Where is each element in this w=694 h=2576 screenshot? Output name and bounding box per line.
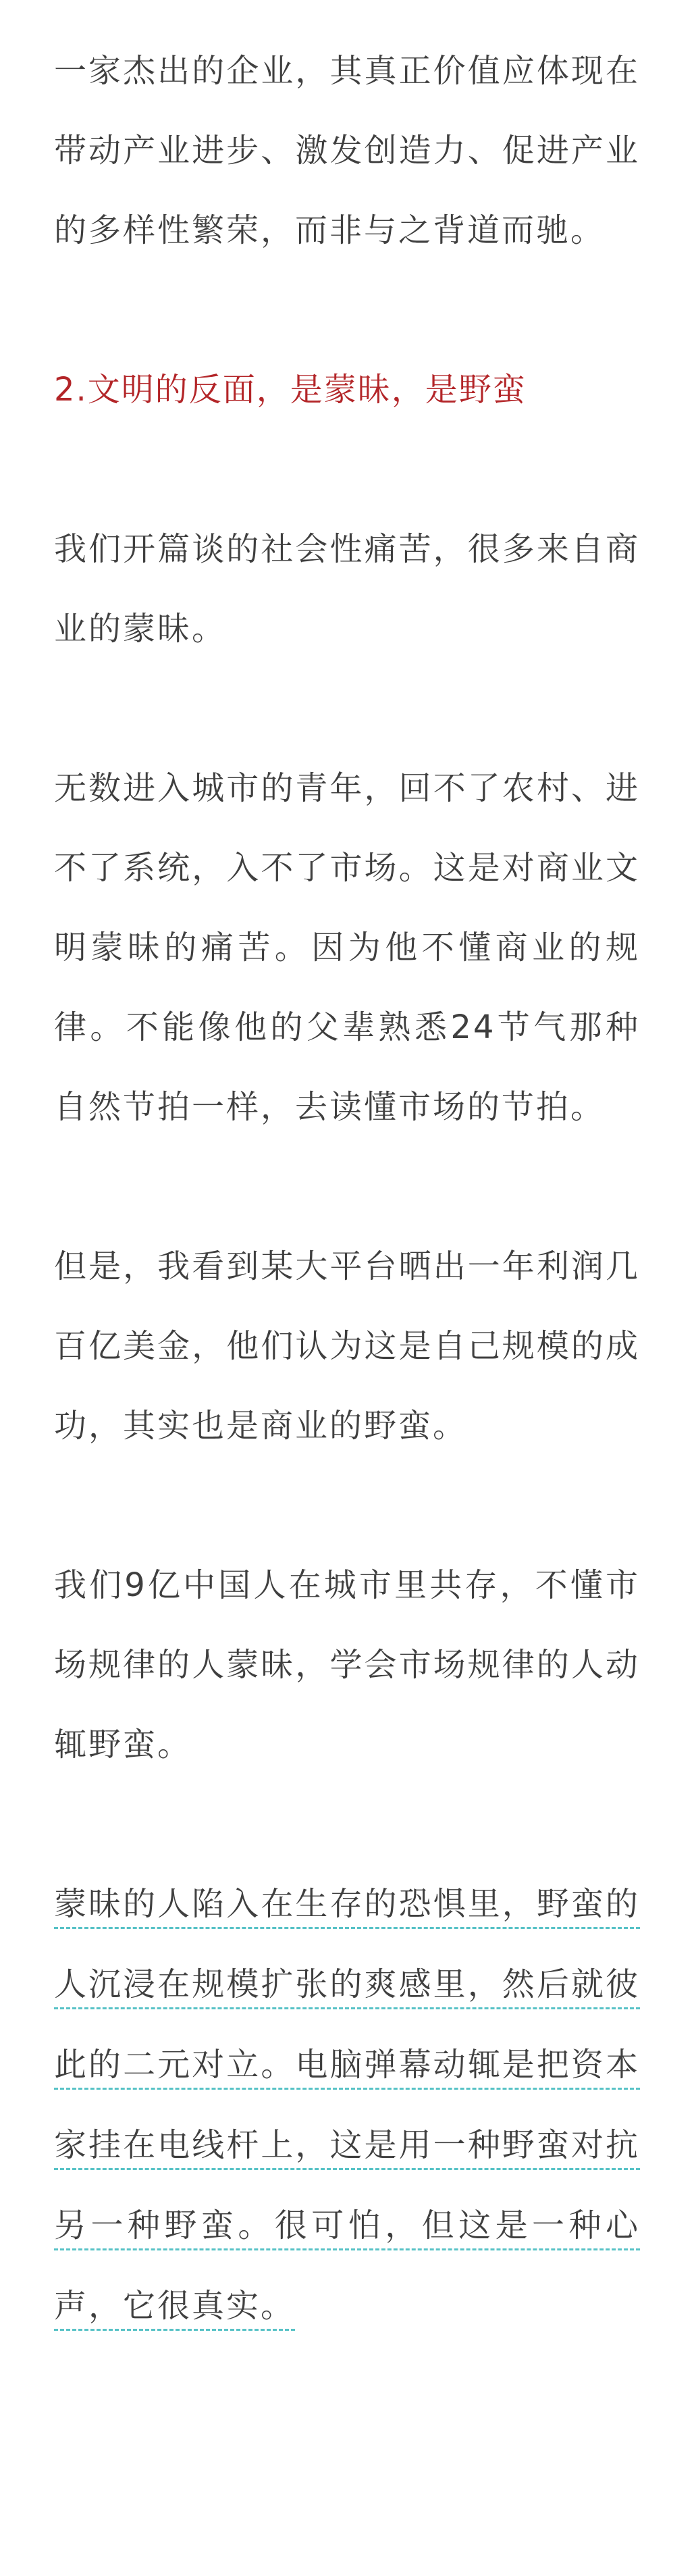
paragraph-enterprise-value: 一家杰出的企业，其真正价值应体现在带动产业进步、激发创造力、促进产业的多样性繁荣，而非与之背道而驰。	[54, 52, 640, 249]
paragraph-social-pain: 我们开篇谈的社会性痛苦，很多来自商业的蒙昧。	[54, 530, 640, 648]
paragraph-nine-hundred-million: 我们9亿中国人在城市里共存，不懂市场规律的人蒙昧，学会市场规律的人动辄野蛮。	[54, 1566, 640, 1763]
paragraph-platform-profit: 但是，我看到某大平台晒出一年利润几百亿美金，他们认为这是自己规模的成功，其实也是商业的野蛮。	[54, 1247, 640, 1445]
section-heading: 2.文明的反面，是蒙昧，是野蛮	[54, 371, 527, 409]
paragraph-youth-in-city: 无数进入城市的青年，回不了农村、进不了系统，入不了市场。这是对商业文明蒙昧的痛苦。因为他不懂商业的规律。不能像他的父辈熟悉24节气那种自然节拍一样，去读懂市场的节拍。	[54, 769, 640, 1126]
paragraph-highlighted-quote	[54, 1864, 640, 2346]
highlighted-quote-text: 蒙昧的人陷入在生存的恐惧里，野蛮的人沉浸在规模扩张的爽感里，然后就彼此的二元对立。电脑弹幕动辄是把资本家挂在电线杆上，这是用一种野蛮对抗另一种野蛮。很可怕，但这是一种心声，它很真实。	[54, 1885, 640, 2325]
